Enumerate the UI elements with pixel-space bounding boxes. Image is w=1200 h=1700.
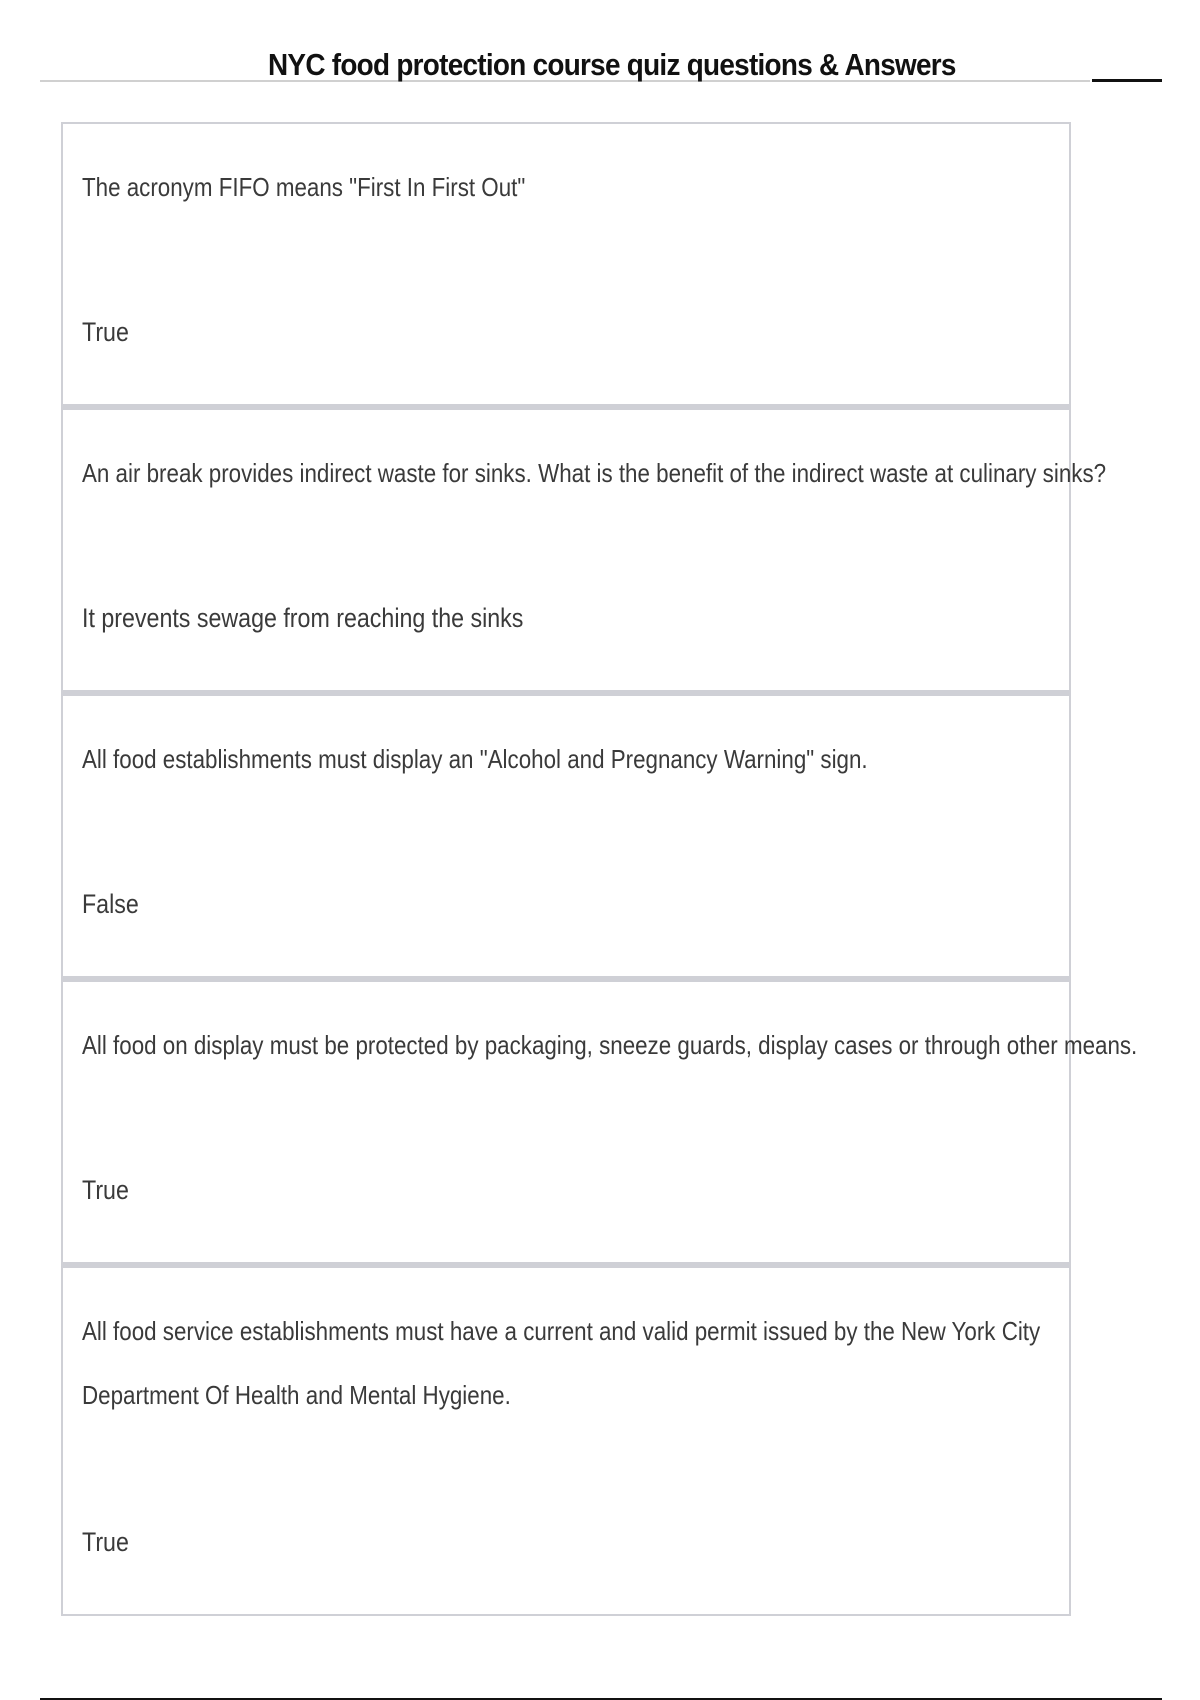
question-text: All food establishments must display an "Alcohol and Pregnancy Warning" sign. [82,744,868,774]
flashcard-5[interactable] [61,1266,1071,1616]
answer-text: False [82,889,139,919]
flashcard-1[interactable] [61,122,1071,408]
page-title: NYC food protection course quiz questions & Answers [268,47,956,82]
flashcard-list [61,122,1138,1616]
question-text: All food service establishments must have a current and valid permit issued by the New York City Department Of Health and Mental Hygiene. [82,1316,1041,1410]
question-text: An air break provides indirect waste for sinks. What is the benefit of the indirect waste at culinary sinks? [82,458,1107,488]
answer-text: True [82,1527,129,1557]
question-text: All food on display must be protected by packaging, sneeze guards, display cases or through other means. [82,1030,1138,1060]
answer-text: True [82,1175,129,1205]
flashcard-3[interactable] [61,694,1071,980]
answer-text: It prevents sewage from reaching the sinks [82,603,524,633]
answer-text: True [82,317,129,347]
header-divider-accent [1092,79,1162,82]
question-text: The acronym FIFO means "First In First Out" [82,172,526,202]
flashcard-2[interactable] [61,408,1107,694]
flashcard-4[interactable] [61,980,1138,1266]
